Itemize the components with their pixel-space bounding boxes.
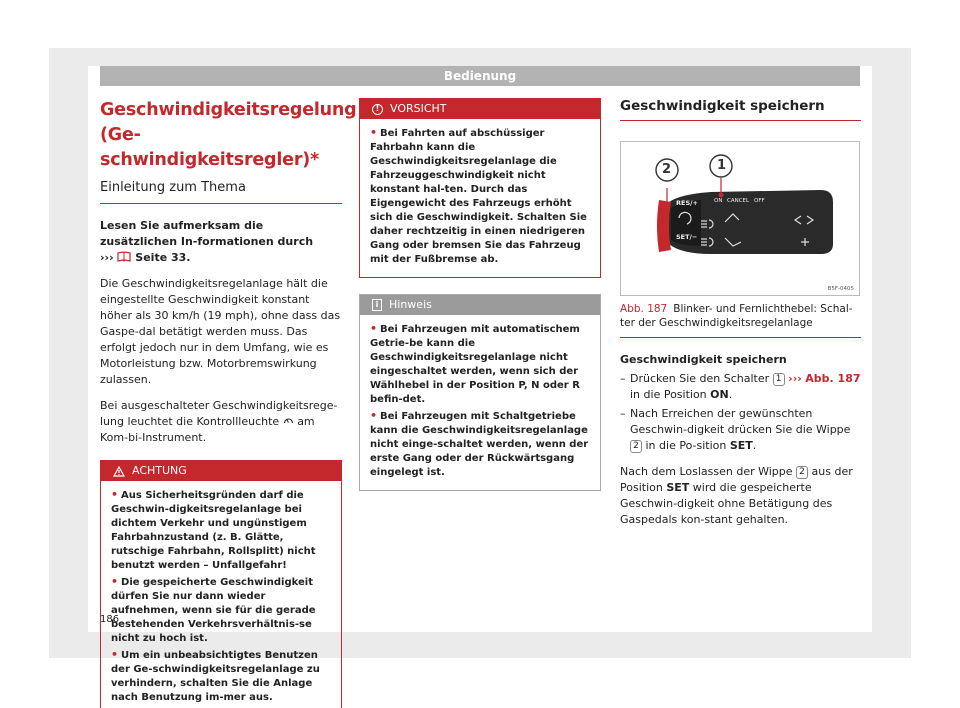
- warning-triangle-icon: [113, 466, 125, 477]
- off-label: OFF: [754, 198, 765, 204]
- figure-link[interactable]: Abb. 187: [805, 372, 861, 385]
- step-2: – Nach Erreichen der gewünschten Geschwin-digkeit drücken Sie die Wippe 2 in die Po-sition SET.: [620, 407, 851, 452]
- column-right: [620, 98, 861, 528]
- caution-box: [359, 98, 601, 278]
- stalk-figure: [620, 141, 860, 296]
- steps-title: Geschwindigkeit speichern: [620, 353, 787, 366]
- intro-paragraph: Die Geschwindigkeitsregelanlage hält die eingestellte Geschwindigkeit konstant höher als 30 km/h (19 mph), ohne dass das Gaspe-dal betätigt werden muss. Das erfolgt jedoch nur in dem Umfang, wie es Motorleistung bzw. Motorbremswirkung zulassen.: [100, 277, 341, 386]
- callout-badge-2: 2: [630, 440, 642, 453]
- column-left: [100, 98, 357, 708]
- book-ref-icon: [117, 251, 131, 262]
- warning-item: • Die gespeicherte Geschwindigkeit dürfen Sie nur dann wieder aufnehmen, wenn sie für die gerade bestehenden Verkehrsverhältnis-se nicht zu hoch ist.: [111, 575, 316, 644]
- cancel-label: CANCEL: [727, 198, 750, 204]
- lead-paragraph: [100, 218, 342, 266]
- warning-header: ACHTUNG: [101, 461, 341, 481]
- on-label: ON: [714, 198, 723, 204]
- warning-box: [100, 460, 342, 708]
- lead-arrows: ›››: [100, 251, 114, 264]
- warning-item: • Aus Sicherheitsgründen darf die Geschwin-digkeitsregelanlage bei dichtem Verkehr und ungünstigem Fahrbahnzustand (z. B. Glätte, rutschige Fahrbahn, Rollsplitt) nicht benutzt werden – Unfallgefahr!: [111, 488, 316, 571]
- hint-item: • Bei Fahrzeugen mit automatischem Getrie-be kann die Geschwindigkeitsregelanlage nicht eingeschaltet werden, wenn sich der Wählhebel in der Position P, N oder R befin-det.: [370, 322, 580, 405]
- page-number: 186: [100, 614, 120, 625]
- callout-2: 2: [662, 162, 672, 177]
- section-header: Bedienung: [100, 66, 860, 86]
- indicator-paragraph: Bei ausgeschalteter Geschwindigkeitsrege-lung leuchtet die Kontrollleuchte am Kom-bi-Instrument.: [100, 399, 338, 444]
- cruise-control-lamp-icon: [283, 415, 294, 425]
- page-title: Geschwindigkeitsregelung (Ge-schwindigkeitsregler)*: [100, 100, 357, 170]
- figure-code: B5F-0405: [827, 286, 854, 292]
- figure-caption: [620, 302, 861, 338]
- info-icon: i: [372, 299, 382, 311]
- section-heading: Geschwindigkeit speichern: [620, 98, 861, 121]
- caution-item: • Bei Fahrten auf abschüssiger Fahrbahn kann die Geschwindigkeitsregelanlage die Fahrzeuggeschwindigkeit nicht konstant hal-ten. Durch das Eigengewicht des Fahrzeugs erhöht sich die Geschwindigkeit. Schalten Sie daher rechtzeitig in einen niedrigeren Gang oder bremsen Sie das Fahrzeug mit der Fußbremse ab.: [370, 126, 587, 265]
- res-label: RES/+: [676, 199, 698, 207]
- caution-icon: !: [372, 104, 383, 115]
- callout-badge-1: 1: [773, 373, 785, 386]
- subtitle: Einleitung zum Thema: [100, 180, 342, 204]
- turn-signal-stalk-illustration: [621, 142, 860, 296]
- callout-1: 1: [717, 158, 727, 173]
- caution-header: ! VORSICHT: [360, 99, 600, 119]
- callout-badge-2b: 2: [796, 466, 808, 479]
- lead-prefix: Lesen Sie aufmerksam die zusätzlichen In-formationen durch: [100, 219, 314, 248]
- hint-item: • Bei Fahrzeugen mit Schaltgetriebe kann die Geschwindigkeitsregelanlage nicht einge-schaltet werden, wenn der erste Gang oder der Rückwärtsgang eingelegt ist.: [370, 409, 589, 478]
- result-paragraph: Nach dem Loslassen der Wippe 2 aus der Position SET wird die gespeicherte Geschwin-digkeit ohne Betätigung des Gaspedals kon-stant gehalten.: [620, 465, 853, 526]
- column-middle: [359, 98, 601, 491]
- hint-header: i Hinweis: [360, 295, 600, 315]
- hint-box: [359, 294, 601, 491]
- set-label: SET/−: [676, 233, 698, 241]
- page-link[interactable]: Seite 33.: [135, 251, 191, 264]
- warning-item: • Um ein unbeabsichtigtes Benutzen der Ge-schwindigkeitsregelanlage zu verhindern, schalten Sie die Anlage nach Benutzung im-mer aus.: [111, 648, 320, 703]
- caption-text: Blinker- und Fernlichthebel: Schal-ter der Geschwindigkeitsregelanlage: [620, 303, 853, 329]
- caption-label: Abb. 187: [620, 303, 668, 315]
- step-1: – Drücken Sie den Schalter 1 ››› Abb. 187 in die Position ON.: [620, 372, 861, 401]
